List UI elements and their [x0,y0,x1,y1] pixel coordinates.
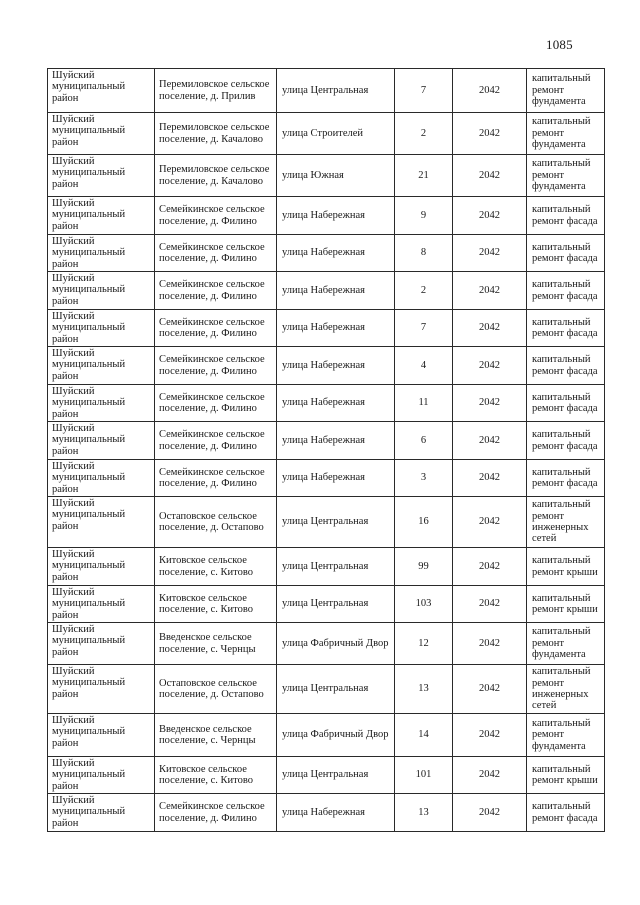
street-cell: улица Набережная [277,310,395,347]
street-cell: улица Центральная [277,757,395,794]
work-type-cell: капитальный ремонт крыши [527,548,605,586]
settlement-cell: Остаповское сельское поселение, д. Остапово [155,497,277,548]
settlement-cell: Китовское сельское поселение, с. Китово [155,548,277,586]
year-cell: 2042 [453,422,527,460]
house-number-cell: 4 [395,347,453,385]
district-cell: Шуйский муниципальный район [48,460,155,497]
work-type-cell: капитальный ремонт фасада [527,272,605,310]
street-cell: улица Центральная [277,548,395,586]
district-cell: Шуйский муниципальный район [48,757,155,794]
settlement-cell: Введенское сельское поселение, с. Чернцы [155,714,277,757]
settlement-cell: Перемиловское сельское поселение, д. Прилив [155,69,277,113]
house-number-cell: 9 [395,197,453,235]
work-type-cell: капитальный ремонт крыши [527,586,605,623]
settlement-cell: Семейкинское сельское поселение, д. Филино [155,347,277,385]
house-number-cell: 7 [395,310,453,347]
house-number-cell: 21 [395,155,453,197]
year-cell: 2042 [453,235,527,272]
work-type-cell: капитальный ремонт инженерных сетей [527,497,605,548]
year-cell: 2042 [453,665,527,714]
year-cell: 2042 [453,347,527,385]
settlement-cell: Китовское сельское поселение, с. Китово [155,757,277,794]
table-row [48,272,605,310]
house-number-cell: 13 [395,665,453,714]
settlement-cell: Семейкинское сельское поселение, д. Филино [155,272,277,310]
street-cell: улица Южная [277,155,395,197]
year-cell: 2042 [453,497,527,548]
table-row [48,757,605,794]
street-cell: улица Строителей [277,113,395,155]
table-row [48,665,605,714]
work-type-cell: капитальный ремонт фасада [527,385,605,422]
district-cell: Шуйский муниципальный район [48,272,155,310]
year-cell: 2042 [453,460,527,497]
year-cell: 2042 [453,714,527,757]
year-cell: 2042 [453,586,527,623]
street-cell: улица Центральная [277,586,395,623]
year-cell: 2042 [453,197,527,235]
year-cell: 2042 [453,794,527,832]
street-cell: улица Набережная [277,272,395,310]
district-cell: Шуйский муниципальный район [48,586,155,623]
table-row [48,586,605,623]
settlement-cell: Семейкинское сельское поселение, д. Филино [155,385,277,422]
district-cell: Шуйский муниципальный район [48,235,155,272]
settlement-cell: Перемиловское сельское поселение, д. Качалово [155,155,277,197]
settlement-cell: Перемиловское сельское поселение, д. Качалово [155,113,277,155]
table-row [48,347,605,385]
district-cell: Шуйский муниципальный район [48,385,155,422]
house-number-cell: 12 [395,623,453,665]
table-row [48,155,605,197]
settlement-cell: Семейкинское сельское поселение, д. Филино [155,197,277,235]
work-type-cell: капитальный ремонт фундамента [527,623,605,665]
repair-schedule-table [47,68,605,832]
street-cell: улица Фабричный Двор [277,714,395,757]
street-cell: улица Набережная [277,460,395,497]
district-cell: Шуйский муниципальный район [48,347,155,385]
work-type-cell: капитальный ремонт фасада [527,347,605,385]
table-row [48,460,605,497]
district-cell: Шуйский муниципальный район [48,548,155,586]
house-number-cell: 14 [395,714,453,757]
street-cell: улица Центральная [277,497,395,548]
settlement-cell: Введенское сельское поселение, с. Чернцы [155,623,277,665]
street-cell: улица Набережная [277,794,395,832]
year-cell: 2042 [453,757,527,794]
work-type-cell: капитальный ремонт фасада [527,235,605,272]
settlement-cell: Остаповское сельское поселение, д. Остапово [155,665,277,714]
settlement-cell: Семейкинское сельское поселение, д. Филино [155,310,277,347]
table-row [48,714,605,757]
work-type-cell: капитальный ремонт фундамента [527,155,605,197]
table-row [48,310,605,347]
house-number-cell: 6 [395,422,453,460]
work-type-cell: капитальный ремонт крыши [527,757,605,794]
street-cell: улица Набережная [277,197,395,235]
street-cell: улица Центральная [277,665,395,714]
district-cell: Шуйский муниципальный район [48,113,155,155]
house-number-cell: 2 [395,113,453,155]
settlement-cell: Семейкинское сельское поселение, д. Филино [155,460,277,497]
district-cell: Шуйский муниципальный район [48,497,155,548]
house-number-cell: 2 [395,272,453,310]
work-type-cell: капитальный ремонт фундамента [527,69,605,113]
work-type-cell: капитальный ремонт фундамента [527,113,605,155]
house-number-cell: 11 [395,385,453,422]
work-type-cell: капитальный ремонт фундамента [527,714,605,757]
district-cell: Шуйский муниципальный район [48,794,155,832]
street-cell: улица Фабричный Двор [277,623,395,665]
work-type-cell: капитальный ремонт фасада [527,794,605,832]
year-cell: 2042 [453,548,527,586]
work-type-cell: капитальный ремонт фасада [527,310,605,347]
street-cell: улица Набережная [277,235,395,272]
year-cell: 2042 [453,623,527,665]
house-number-cell: 99 [395,548,453,586]
house-number-cell: 101 [395,757,453,794]
table-row [48,422,605,460]
district-cell: Шуйский муниципальный район [48,665,155,714]
work-type-cell: капитальный ремонт фасада [527,197,605,235]
district-cell: Шуйский муниципальный район [48,69,155,113]
street-cell: улица Центральная [277,69,395,113]
settlement-cell: Семейкинское сельское поселение, д. Филино [155,235,277,272]
house-number-cell: 3 [395,460,453,497]
house-number-cell: 13 [395,794,453,832]
district-cell: Шуйский муниципальный район [48,197,155,235]
work-type-cell: капитальный ремонт фасада [527,422,605,460]
table-row [48,497,605,548]
table-row [48,69,605,113]
year-cell: 2042 [453,385,527,422]
settlement-cell: Семейкинское сельское поселение, д. Филино [155,422,277,460]
table-row [48,623,605,665]
table-row [48,548,605,586]
table-row [48,197,605,235]
district-cell: Шуйский муниципальный район [48,155,155,197]
page-number: 1085 [546,37,573,52]
district-cell: Шуйский муниципальный район [48,310,155,347]
district-cell: Шуйский муниципальный район [48,623,155,665]
year-cell: 2042 [453,69,527,113]
district-cell: Шуйский муниципальный район [48,714,155,757]
table-row [48,113,605,155]
house-number-cell: 16 [395,497,453,548]
work-type-cell: капитальный ремонт инженерных сетей [527,665,605,714]
table-row [48,794,605,832]
street-cell: улица Набережная [277,385,395,422]
settlement-cell: Семейкинское сельское поселение, д. Филино [155,794,277,832]
year-cell: 2042 [453,310,527,347]
table-row [48,235,605,272]
house-number-cell: 103 [395,586,453,623]
work-type-cell: капитальный ремонт фасада [527,460,605,497]
table-row [48,385,605,422]
settlement-cell: Китовское сельское поселение, с. Китово [155,586,277,623]
house-number-cell: 7 [395,69,453,113]
year-cell: 2042 [453,272,527,310]
year-cell: 2042 [453,155,527,197]
district-cell: Шуйский муниципальный район [48,422,155,460]
street-cell: улица Набережная [277,422,395,460]
year-cell: 2042 [453,113,527,155]
house-number-cell: 8 [395,235,453,272]
street-cell: улица Набережная [277,347,395,385]
